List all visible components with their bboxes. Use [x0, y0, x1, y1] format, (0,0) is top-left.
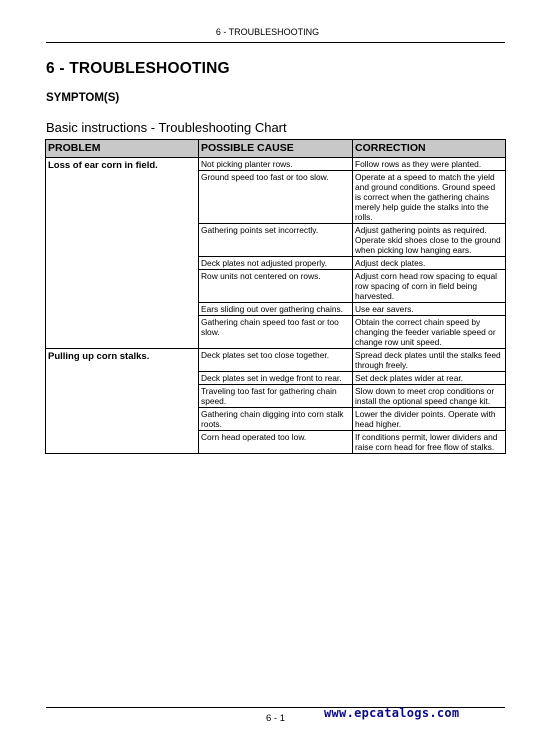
- correction-cell: Use ear savers.: [353, 303, 506, 316]
- cause-cell: Ears sliding out over gathering chains.: [199, 303, 353, 316]
- running-header: 6 - TROUBLESHOOTING: [215, 27, 320, 37]
- correction-cell: Adjust gathering points as required. Operate skid shoes close to the ground when picking low hanging ears.: [353, 224, 506, 257]
- column-header-cause: POSSIBLE CAUSE: [199, 140, 353, 158]
- correction-cell: Obtain the correct chain speed by changing the feeder variable speed or change row unit speed.: [353, 316, 506, 349]
- watermark: www.epcatalogs.com: [324, 706, 460, 720]
- cause-cell: Ground speed too fast or too slow.: [199, 171, 353, 224]
- cause-cell: Not picking planter rows.: [199, 158, 353, 171]
- correction-cell: Adjust corn head row spacing to equal row spacing of corn in field being harvested.: [353, 270, 506, 303]
- correction-cell: Operate at a speed to match the yield and ground conditions. Ground speed is correct when the gathering chains merely help guide the stalks into the rolls.: [353, 171, 506, 224]
- correction-cell: Follow rows as they were planted.: [353, 158, 506, 171]
- table-header-row: [46, 140, 506, 158]
- cause-cell: Corn head operated too low.: [199, 431, 353, 454]
- chart-title: Basic instructions - Troubleshooting Chart: [46, 120, 287, 135]
- header-rule: [46, 42, 505, 43]
- section-heading: SYMPTOM(S): [46, 92, 120, 104]
- page-number: 6 - 1: [266, 713, 286, 724]
- cause-cell: Row units not centered on rows.: [199, 270, 353, 303]
- correction-cell: Slow down to meet crop conditions or install the optional speed change kit.: [353, 385, 506, 408]
- column-header-correction: CORRECTION: [353, 140, 506, 158]
- column-header-problem: PROBLEM: [46, 140, 199, 158]
- cause-cell: Gathering chain digging into corn stalk roots.: [199, 408, 353, 431]
- correction-cell: Spread deck plates until the stalks feed through freely.: [353, 349, 506, 372]
- troubleshooting-table: [45, 139, 506, 454]
- cause-cell: Traveling too fast for gathering chain speed.: [199, 385, 353, 408]
- correction-cell: If conditions permit, lower dividers and raise corn head for free flow of stalks.: [353, 431, 506, 454]
- table-row: [46, 158, 506, 171]
- correction-cell: Adjust deck plates.: [353, 257, 506, 270]
- correction-cell: Lower the divider points. Operate with head higher.: [353, 408, 506, 431]
- table-row: [46, 349, 506, 372]
- problem-cell: Loss of ear corn in field.: [46, 158, 199, 349]
- cause-cell: Deck plates set in wedge front to rear.: [199, 372, 353, 385]
- cause-cell: Gathering points set incorrectly.: [199, 224, 353, 257]
- problem-cell: Pulling up corn stalks.: [46, 349, 199, 454]
- cause-cell: Deck plates not adjusted properly.: [199, 257, 353, 270]
- correction-cell: Set deck plates wider at rear.: [353, 372, 506, 385]
- chapter-title: 6 - TROUBLESHOOTING: [46, 60, 230, 77]
- cause-cell: Deck plates set too close together.: [199, 349, 353, 372]
- cause-cell: Gathering chain speed too fast or too slow.: [199, 316, 353, 349]
